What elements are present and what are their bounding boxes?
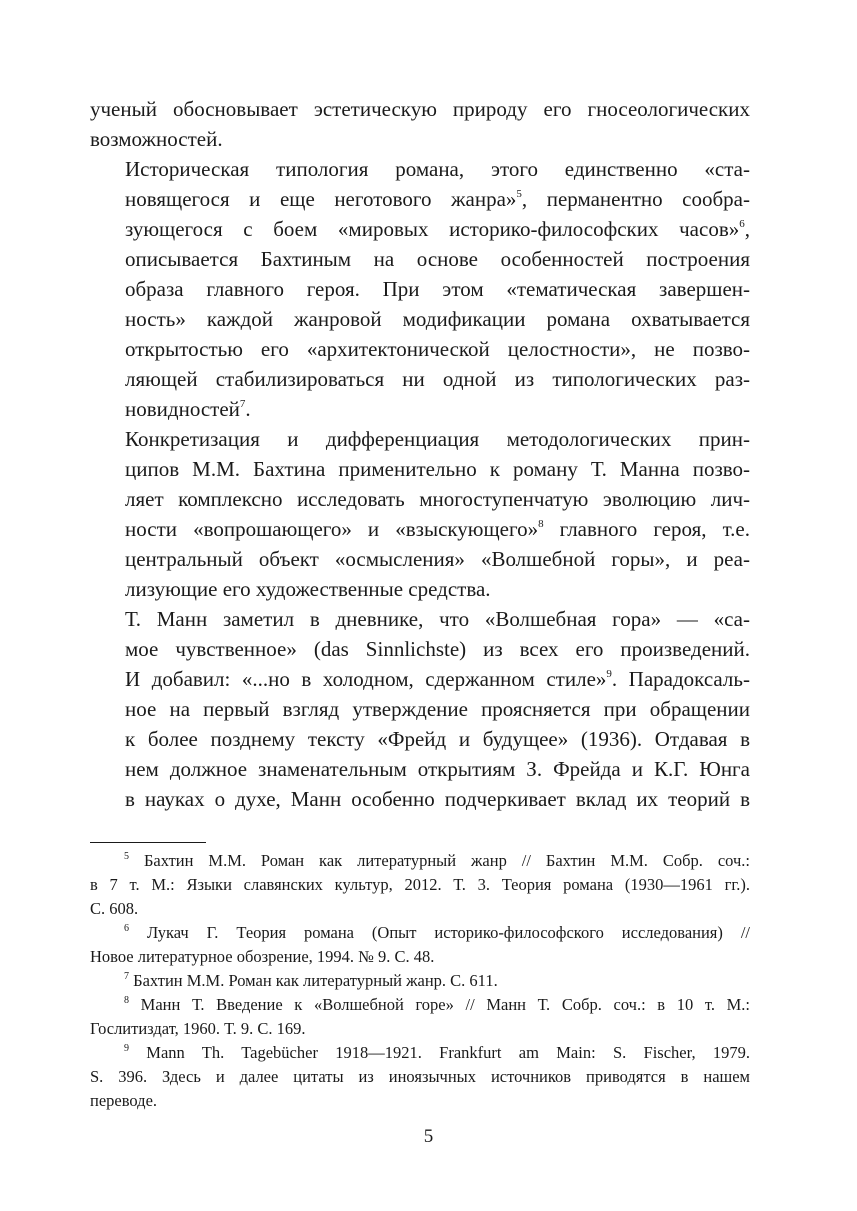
text-line: ность» каждой жанровой модификации романа охватывается [125, 307, 750, 331]
text-line: нем должное знаменательным открытиям З. Фрейда и К.Г. Юнга [125, 757, 750, 781]
text-line: возможностей. [90, 127, 223, 151]
footnote-line: Гослитиздат, 1960. Т. 9. С. 169. [90, 1019, 306, 1038]
footnote-line [90, 921, 750, 945]
text-fragment: Бахтин М.М. Роман как литературный жанр. С. 611. [129, 971, 498, 990]
text-fragment: Манн Т. Введение к «Волшебной горе» // Манн Т. Собр. соч.: в 10 т. М.: [129, 995, 750, 1014]
footnote-line: С. 608. [90, 899, 139, 918]
footnote-ref-7: 7 [239, 398, 246, 410]
footnotes [90, 849, 750, 1113]
text-fragment: ности «вопрошающего» и «взыскующего» [125, 517, 539, 541]
text-line: Конкретизация и дифференциация методологических прин- [125, 427, 750, 451]
text-fragment: И добавил: «...но в холодном, сдержанном стиле» [125, 667, 607, 691]
text-fragment: новидностей [125, 397, 240, 421]
text-line: открытостью его «архитектонической целостности», не позво- [125, 337, 750, 361]
text-fragment: . [245, 397, 251, 421]
footnote-number: 7 [124, 970, 129, 982]
text-fragment: новящегося и еще неготового жанра» [125, 187, 517, 211]
footnote-7 [90, 969, 750, 993]
page-number: 5 [423, 1126, 434, 1147]
footnote-9 [90, 1041, 750, 1113]
main-text [90, 94, 750, 814]
text-line [90, 184, 750, 214]
paragraph-3 [90, 424, 750, 604]
paragraph-1 [90, 94, 750, 154]
footnote-line [90, 849, 750, 873]
footnote-line [90, 993, 750, 1017]
footnote-separator [90, 842, 206, 843]
footnote-line: переводе. [90, 1091, 158, 1110]
text-fragment: , перманентно сообра- [521, 187, 750, 211]
footnote-line [90, 969, 750, 993]
footnote-number: 9 [124, 1042, 129, 1054]
text-line: образа главного героя. При этом «тематическая завершен- [125, 277, 750, 301]
text-fragment: . Парадоксаль- [611, 667, 750, 691]
text-line: лизующие его художественные средства. [125, 577, 491, 601]
text-line: описывается Бахтиным на основе особенностей построения [125, 247, 750, 271]
text-line: ляющей стабилизироваться ни одной из типологических раз- [125, 367, 750, 391]
text-line: ное на первый взгляд утверждение проясняется при обращении [125, 697, 750, 721]
text-line: ляет комплексно исследовать многоступенчатую эволюцию лич- [125, 487, 750, 511]
footnote-ref-6: 6 [739, 218, 745, 230]
footnote-number: 6 [124, 922, 129, 934]
text-line [90, 664, 750, 694]
text-line [90, 514, 750, 544]
footnote-ref-9: 9 [606, 668, 612, 680]
footnote-number: 5 [124, 850, 129, 862]
text-line: ученый обосновывает эстетическую природу его гносеологических [90, 97, 750, 121]
text-fragment: главного героя, т.е. [543, 517, 750, 541]
text-line: ципов М.М. Бахтина применительно к роману Т. Манна позво- [125, 457, 750, 481]
footnote-ref-8: 8 [538, 518, 544, 530]
text-fragment: зующегося с боем «мировых историко-философских часов» [125, 217, 740, 241]
text-line [90, 394, 750, 424]
text-line: мое чувственное» (das Sinnlichste) из всех его произведений. [125, 637, 750, 661]
footnote-6 [90, 921, 750, 969]
text-line: к более позднему тексту «Фрейд и будущее» (1936). Отдавая в [125, 727, 750, 751]
footnote-5 [90, 849, 750, 921]
text-line: в науках о духе, Манн особенно подчеркивает вклад их теорий в [125, 787, 750, 811]
footnote-8 [90, 993, 750, 1041]
footnote-line: Новое литературное обозрение, 1994. № 9. С. 48. [90, 947, 435, 966]
text-line: Историческая типология романа, этого единственно «ста- [125, 157, 750, 181]
footnote-line: S. 396. Здесь и далее цитаты из иноязычных источников приводятся в нашем [90, 1067, 750, 1086]
paragraph-4 [90, 604, 750, 814]
text-line [90, 214, 750, 244]
text-fragment: Mann Th. Tagebücher 1918—1921. Frankfurt am Main: S. Fischer, 1979. [129, 1043, 750, 1062]
footnote-number: 8 [124, 994, 129, 1006]
text-fragment: Лукач Г. Теория романа (Опыт историко-философского исследования) // [129, 923, 750, 942]
footnote-line: в 7 т. М.: Языки славянских культур, 2012. Т. 3. Теория романа (1930—1961 гг.). [90, 875, 750, 894]
footnote-line [90, 1041, 750, 1065]
footnote-ref-5: 5 [516, 188, 522, 200]
paragraph-2 [90, 154, 750, 424]
text-line: центральный объект «осмысления» «Волшебной горы», и реа- [125, 547, 750, 571]
text-fragment: Бахтин М.М. Роман как литературный жанр // Бахтин М.М. Собр. соч.: [129, 851, 750, 870]
text-line: Т. Манн заметил в дневнике, что «Волшебная гора» — «са- [125, 607, 750, 631]
text-fragment: , [744, 217, 750, 241]
